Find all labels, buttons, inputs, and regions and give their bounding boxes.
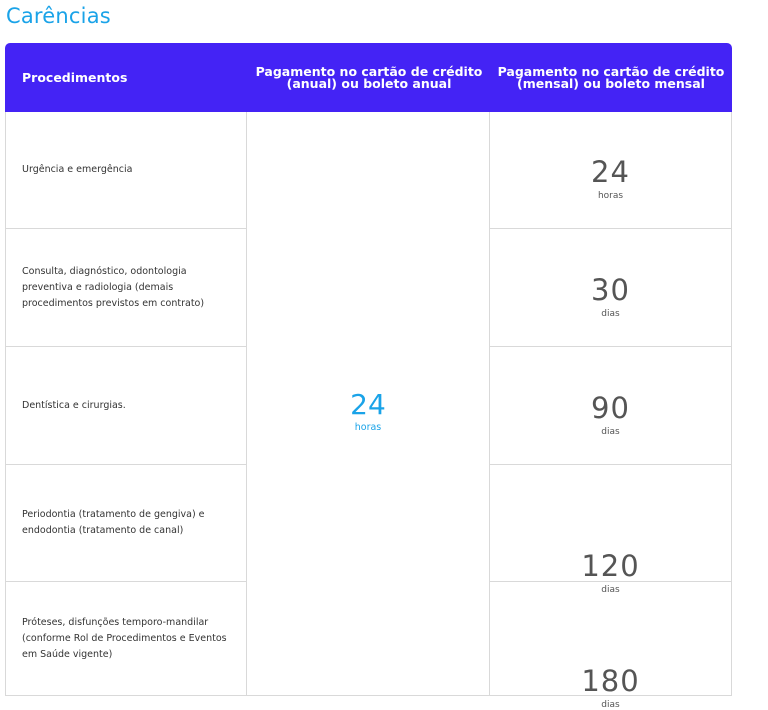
monthly-number: 90 [591, 391, 630, 425]
table-row [5, 465, 247, 582]
page-title: Carências [6, 4, 111, 28]
procedure-label: Urgência e emergência [22, 164, 133, 175]
annual-number: 24 [350, 388, 386, 421]
annual-unit: horas [354, 422, 382, 433]
monthly-number: 120 [581, 549, 640, 583]
monthly-number: 180 [581, 664, 640, 698]
monthly-cell [489, 347, 732, 465]
procedure-label: Periodontia (tratamento de gengiva) e endodontia (tratamento de canal) [22, 509, 205, 536]
monthly-cell [489, 582, 732, 710]
monthly-cell [489, 229, 732, 347]
table-row [5, 582, 247, 696]
monthly-cell [489, 465, 732, 595]
monthly-number: 30 [591, 273, 630, 307]
header-monthly-payment: Pagamento no cartão de crédito (mensal) ou boleto mensal [497, 63, 725, 91]
waiting-period-table [5, 43, 732, 710]
procedure-label: Próteses, disfunções temporo-mandilar (conforme Rol de Procedimentos e Eventos em Saúde vigente) [22, 616, 227, 660]
monthly-unit: dias [601, 700, 620, 710]
monthly-cell [489, 112, 732, 229]
procedure-label: Consulta, diagnóstico, odontologia preventiva e radiologia (demais procedimentos previstos em contrato) [22, 265, 205, 309]
header-procedures: Procedimentos [22, 69, 128, 85]
monthly-unit: dias [601, 427, 620, 437]
monthly-number: 24 [591, 155, 630, 189]
table-row [5, 229, 247, 347]
table-header [5, 43, 732, 112]
table-row [5, 112, 247, 229]
monthly-unit: dias [601, 309, 620, 319]
monthly-unit: dias [601, 585, 620, 595]
table-row [5, 347, 247, 465]
monthly-unit: horas [597, 191, 624, 201]
annual-merged-cell [246, 112, 490, 696]
procedure-label: Dentística e cirurgias. [22, 399, 126, 411]
annual-value [247, 390, 489, 433]
header-annual-payment: Pagamento no cartão de crédito (anual) ou boleto anual [255, 63, 483, 91]
